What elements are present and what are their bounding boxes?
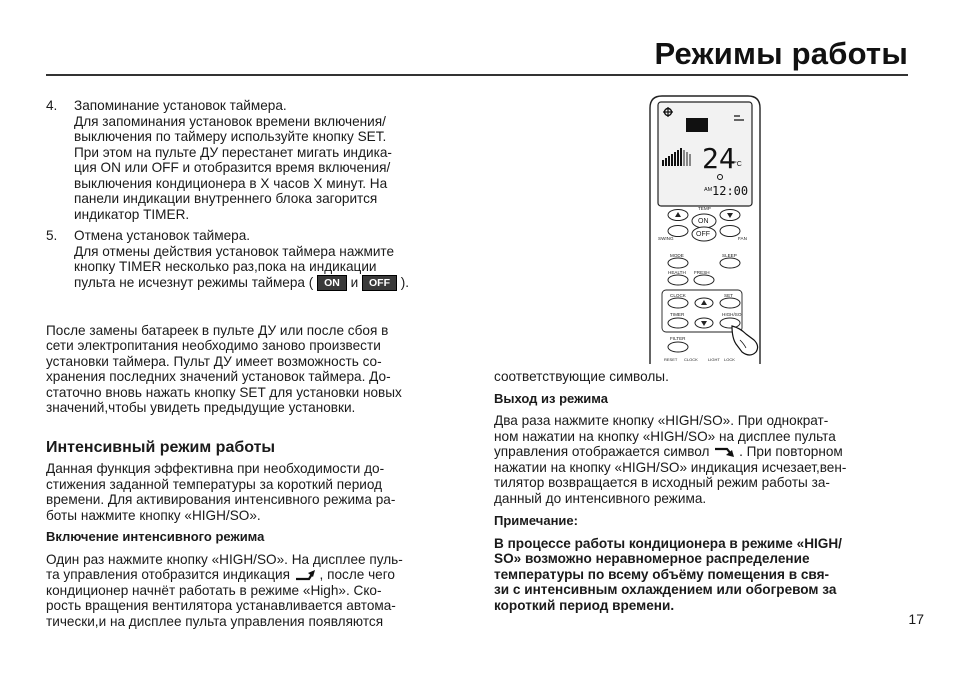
filter-label: FILTER (670, 336, 686, 341)
line: Два раза нажмите кнопку «HIGH/SO». При однократ- (494, 413, 829, 428)
exit-text (494, 413, 910, 506)
line: тилятор возвращается в исходный режим работы за- (494, 475, 830, 490)
swing-label: SWING (658, 236, 674, 241)
line: В процессе работы кондиционера в режиме «HIGH/ (494, 535, 842, 551)
line: короткий период времени. (494, 597, 675, 613)
sleep-label: SLEEP (722, 253, 737, 258)
high-arrow-icon (294, 569, 316, 581)
line: Один раз нажмите кнопку «HIGH/SO». На дисплее пуль- (46, 551, 403, 567)
fresh-button[interactable] (694, 275, 714, 285)
mode-label: MODE (670, 253, 684, 258)
high-arrow-down-icon (713, 446, 735, 458)
page-title: Режимы работы (654, 36, 908, 71)
mode-indicator-block (686, 118, 708, 132)
line: панели индикации внутреннего блока загорится (74, 191, 378, 206)
line: ция ON или OFF и отобразится время включения/ (74, 160, 391, 175)
timer-set-item (46, 98, 464, 222)
remote-control-illustration (646, 94, 764, 364)
temperature-unit: °C (734, 161, 742, 168)
clock-label: CLOCK (670, 293, 686, 298)
line: выключения по таймеру используйте кнопку SET. (74, 129, 387, 144)
line: сети электропитания необходимо заново произвести (46, 338, 381, 353)
fan-button[interactable] (720, 226, 740, 237)
line: кнопку TIMER несколько раз,пока на индикации (74, 259, 377, 274)
text: и (350, 274, 359, 290)
clock-digits: 12:00 (712, 184, 749, 198)
line: При этом на пульте ДУ перестанет мигать индика- (74, 144, 392, 160)
line (494, 444, 910, 460)
line: статочно вновь нажать кнопку SET для установки новых (46, 384, 402, 400)
timer-label: TIMER (670, 312, 685, 317)
line: Для запоминания установок времени включения/ (74, 113, 386, 129)
text: управления отображается символ (494, 444, 710, 459)
intensive-intro (46, 461, 464, 523)
subsection-heading: Выход из режима (494, 390, 608, 406)
title-divider (46, 74, 908, 76)
line: стижения заданной температуры за короткий период (46, 476, 383, 492)
sleep-button[interactable] (720, 258, 740, 268)
note-text (494, 536, 910, 614)
line: температуры по всему объёму помещения в свя- (494, 566, 830, 582)
swing-button[interactable] (668, 226, 688, 237)
battery-note (46, 323, 464, 416)
temperature-digits: 24 (702, 142, 736, 175)
list-number: 4. (46, 98, 58, 113)
clock-button[interactable] (668, 298, 688, 308)
line: SO» возможно неравномерное распределение (494, 551, 810, 566)
clock-small-label: CLOCK (684, 357, 698, 362)
health-button[interactable] (668, 275, 688, 285)
line: Данная функция эффективна при необходимости до- (46, 461, 385, 476)
fan-label: FAN (738, 236, 747, 241)
section-heading: Интенсивный режим работы (46, 438, 276, 456)
note-heading: Примечание: (494, 513, 578, 528)
line: выключения кондиционера в X часов X минут. На (74, 175, 388, 191)
on-label: ON (698, 218, 709, 225)
line: зи с интенсивным охлаждением или обогревом за (494, 582, 837, 597)
left-column (46, 98, 464, 629)
continuation-line: соответствующие символы. (494, 369, 669, 384)
lock-label: LOCK (724, 357, 735, 362)
text: ). (400, 274, 410, 290)
line: Для отмены действия установок таймера нажмите (74, 243, 395, 259)
timer-cancel-item (46, 228, 464, 291)
text: , после чего (319, 567, 395, 582)
subsection-heading: Включение интенсивного режима (46, 529, 265, 544)
line: установки таймера. Пульт ДУ имеет возможность со- (46, 353, 382, 369)
timer-button[interactable] (668, 318, 688, 328)
off-label: OFF (696, 231, 710, 238)
highso-label: HIGH/SO (722, 312, 742, 317)
line: рость вращения вентилятора устанавливается автома- (46, 598, 396, 613)
line: Запоминание установок таймера. (74, 98, 287, 113)
enable-text (46, 552, 464, 630)
text: та управления отобразится индикация (46, 567, 290, 582)
light-label: LIGHT (708, 357, 720, 362)
on-badge: ON (317, 275, 347, 291)
line: боты нажмите кнопку «HIGH/SO». (46, 507, 261, 523)
temp-label: TEMP (698, 206, 711, 211)
line: данный до интенсивного режима. (494, 490, 707, 506)
line: нажатии на кнопку «HIGH/SO» индикация исчезает,вен- (494, 459, 847, 475)
line: значений,чтобы увидеть предыдущие установки. (46, 400, 356, 415)
line: времени. Для активирования интенсивного режима ра- (46, 492, 396, 507)
right-column (494, 369, 910, 613)
filter-button[interactable] (668, 342, 688, 352)
set-label: SET (724, 293, 733, 298)
health-label: HEALTH (668, 270, 686, 275)
am-indicator: AM (704, 187, 713, 193)
line: кондиционер начнёт работать в режиме «High». Ско- (46, 582, 382, 598)
set-button[interactable] (720, 298, 740, 308)
page-number: 17 (908, 611, 924, 627)
off-badge: OFF (362, 275, 397, 291)
line: Отмена установок таймера. (74, 228, 251, 243)
line: После замены батареек в пульте ДУ или после сбоя в (46, 322, 389, 338)
reset-label: RESET (664, 357, 678, 362)
line (74, 275, 464, 291)
line: ном нажатии на кнопку «HIGH/SO» на дисплее пульта (494, 428, 836, 444)
line: индикатор TIMER. (74, 206, 190, 222)
mode-button[interactable] (668, 258, 688, 268)
line (46, 567, 464, 583)
list-number: 5. (46, 228, 58, 243)
text: пульта не исчезнут режимы таймера ( (74, 274, 314, 290)
fresh-label: FRESH (694, 270, 710, 275)
text: . При повторном (739, 444, 843, 459)
highso-button[interactable] (720, 318, 740, 328)
line: тически,и на дисплее пульта управления появляются (46, 613, 384, 629)
line: хранения последних значений установок таймера. До- (46, 369, 391, 384)
